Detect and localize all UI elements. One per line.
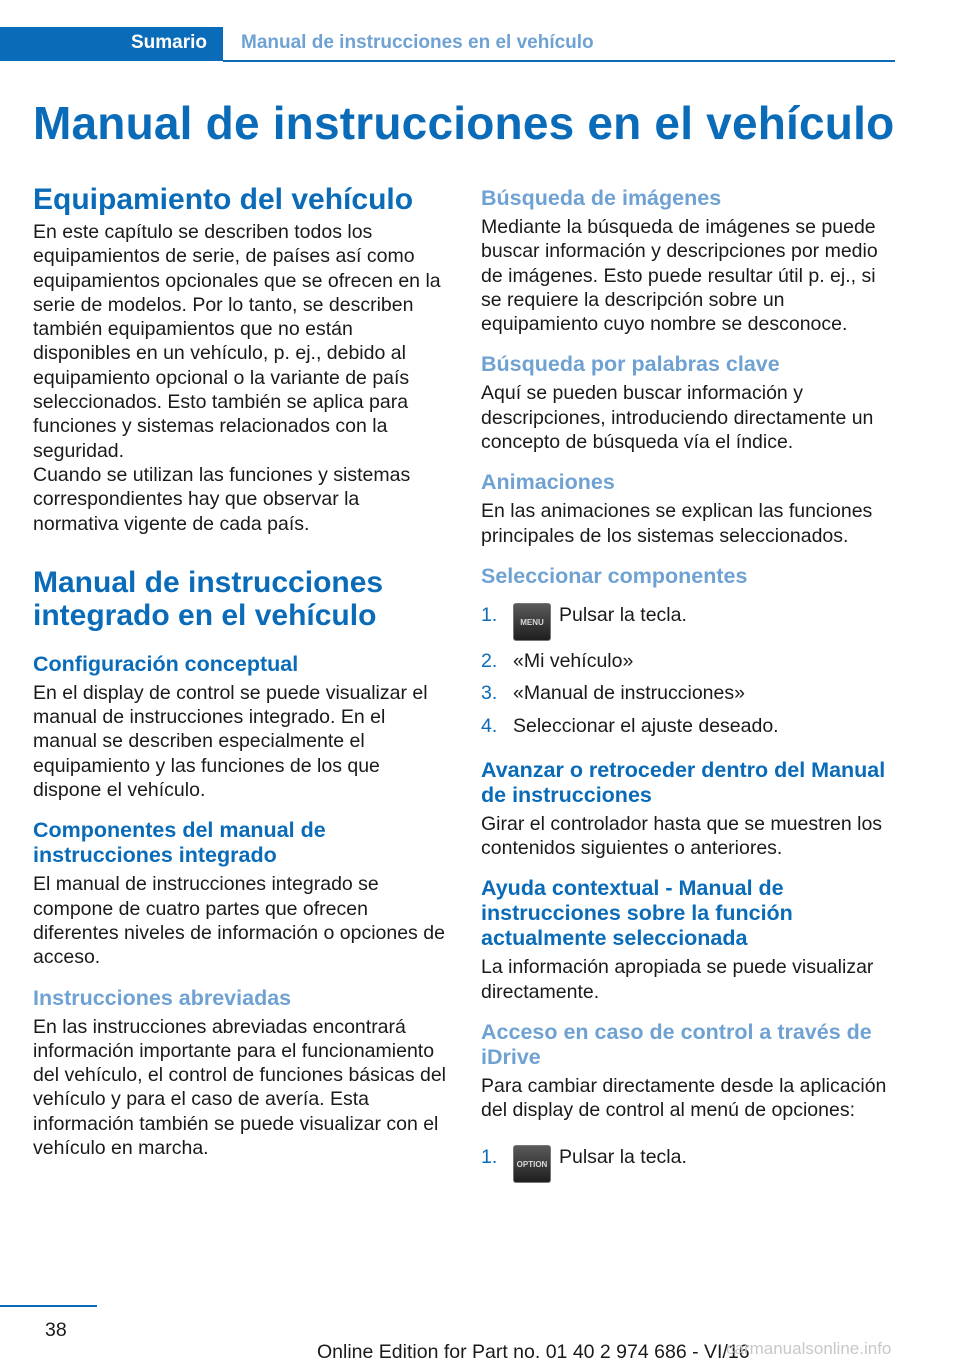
- step-text: Pulsar la tecla.: [559, 1145, 687, 1168]
- list-item: [481, 1145, 896, 1183]
- option-key-icon: OPTION: [513, 1145, 551, 1183]
- subheading-instrucciones-abreviadas: Instrucciones abreviadas: [33, 985, 292, 1010]
- menu-key-icon: MENU: [513, 603, 551, 641]
- tab-sumario[interactable]: [0, 27, 223, 61]
- paragraph-avanzar-retroceder: Girar el controlador hasta que se muestren los contenidos siguientes o anteriores.: [481, 812, 883, 860]
- subheading-busqueda-palabras: Búsqueda por palabras clave: [481, 352, 780, 377]
- step-number: 4.: [481, 714, 498, 737]
- list-item: [481, 714, 896, 738]
- paragraph-configuracion: En el display de control se puede visualizar el manual de instrucciones integrado. En el manual se describen especialmente el equipamiento y las funciones de los que dispone el vehículo.: [33, 681, 428, 802]
- page-title: Manual de instrucciones en el vehículo: [33, 97, 895, 149]
- step-text: «Manual de instrucciones»: [513, 682, 745, 705]
- header-section-title[interactable]: Manual de instrucciones en el vehículo: [241, 32, 594, 53]
- paragraph-acceso-idrive: Para cambiar directamente desde la aplicación del display de control al menú de opciones:: [481, 1075, 887, 1122]
- step-text: Seleccionar el ajuste deseado.: [513, 714, 779, 737]
- steps-acceso-idrive: [481, 1145, 896, 1183]
- paragraph-busqueda-palabras: Aquí se pueden buscar información y descripciones, introduciendo directamente un concepto de búsqueda vía el índice.: [481, 382, 874, 454]
- right-column: [481, 186, 896, 1191]
- page-number: 38: [45, 1319, 67, 1341]
- step-number: 1.: [481, 1145, 498, 1168]
- watermark: carmanualsonline.info: [726, 1339, 892, 1358]
- step-number: 1.: [481, 603, 498, 626]
- steps-seleccionar-componentes: [481, 603, 896, 738]
- subheading-configuracion: Configuración conceptual: [33, 651, 299, 676]
- step-number: 2.: [481, 649, 498, 672]
- subheading-animaciones: Animaciones: [481, 470, 615, 495]
- subheading-ayuda-contextual: Ayuda contextual - Manual de instrucciones sobre la función actualmente seleccionada: [481, 876, 793, 951]
- header-divider: [223, 60, 895, 62]
- paragraph-ayuda-contextual: La información apropiada se puede visualizar directamente.: [481, 956, 874, 1003]
- step-text: «Mi vehículo»: [513, 649, 634, 672]
- paragraph-equipamiento-2: Cuando se utilizan las funciones y sistemas correspondientes hay que observar la normativa vigente de cada país.: [33, 463, 411, 535]
- paragraph-busqueda-imagenes: Mediante la búsqueda de imágenes se puede buscar información y descripciones por medio de imágenes. Esto puede resultar útil p. ej., si se requiere la descripción sobre un equipamiento cuyo nombre se desconoce.: [481, 216, 878, 336]
- tab-sumario-label: Sumario: [130, 32, 207, 53]
- list-item: [481, 603, 896, 641]
- list-item: [481, 649, 896, 673]
- paragraph-equipamiento-1: En este capítulo se describen todos los equipamientos de serie, de países así como equipamientos opcionales que se ofrecen en la serie de modelos. Por lo tanto, se describen también equipamientos que no están disponibles en un vehículo, p. ej., debido al equipamiento opcional o la variante de país seleccionados. Esto también se aplica para funciones y sistemas relacionados con la seguridad.: [33, 221, 441, 462]
- page-header: [0, 27, 895, 61]
- footer-divider: [0, 1305, 97, 1307]
- subheading-busqueda-imagenes: Búsqueda de imágenes: [481, 186, 722, 210]
- subheading-avanzar-retroceder: Avanzar o retroceder dentro del Manual de instrucciones: [481, 757, 886, 807]
- paragraph-componentes: El manual de instrucciones integrado se compone de cuatro partes que ofrecen diferentes niveles de información o opciones de acceso.: [33, 873, 445, 969]
- paragraph-instrucciones-abreviadas: En las instrucciones abreviadas encontrará información importante para el funcionamiento del vehículo, el control de funciones básicas del vehículo y para el caso de avería. Esta información también se puede visualizar con el vehículo en marcha.: [33, 1015, 447, 1160]
- subheading-componentes: Componentes del manual de instrucciones integrado: [33, 818, 326, 868]
- list-item: [481, 681, 896, 705]
- edition-note: Online Edition for Part no. 01 40 2 974 686 - VI/16: [317, 1341, 750, 1363]
- step-text: Pulsar la tecla.: [559, 603, 687, 626]
- section-heading-equipamiento: Equipamiento del vehículo: [33, 183, 414, 216]
- step-number: 3.: [481, 682, 498, 705]
- paragraph-animaciones: En las animaciones se explican las funciones principales de los sistemas seleccionados.: [481, 500, 873, 547]
- subheading-seleccionar-componentes: Seleccionar componentes: [481, 563, 748, 588]
- subheading-acceso-idrive: Acceso en caso de control a través de iDrive: [481, 1020, 872, 1070]
- left-column: [33, 183, 448, 1160]
- section-heading-manual-integrado: Manual de instrucciones integrado en el vehículo: [33, 565, 384, 632]
